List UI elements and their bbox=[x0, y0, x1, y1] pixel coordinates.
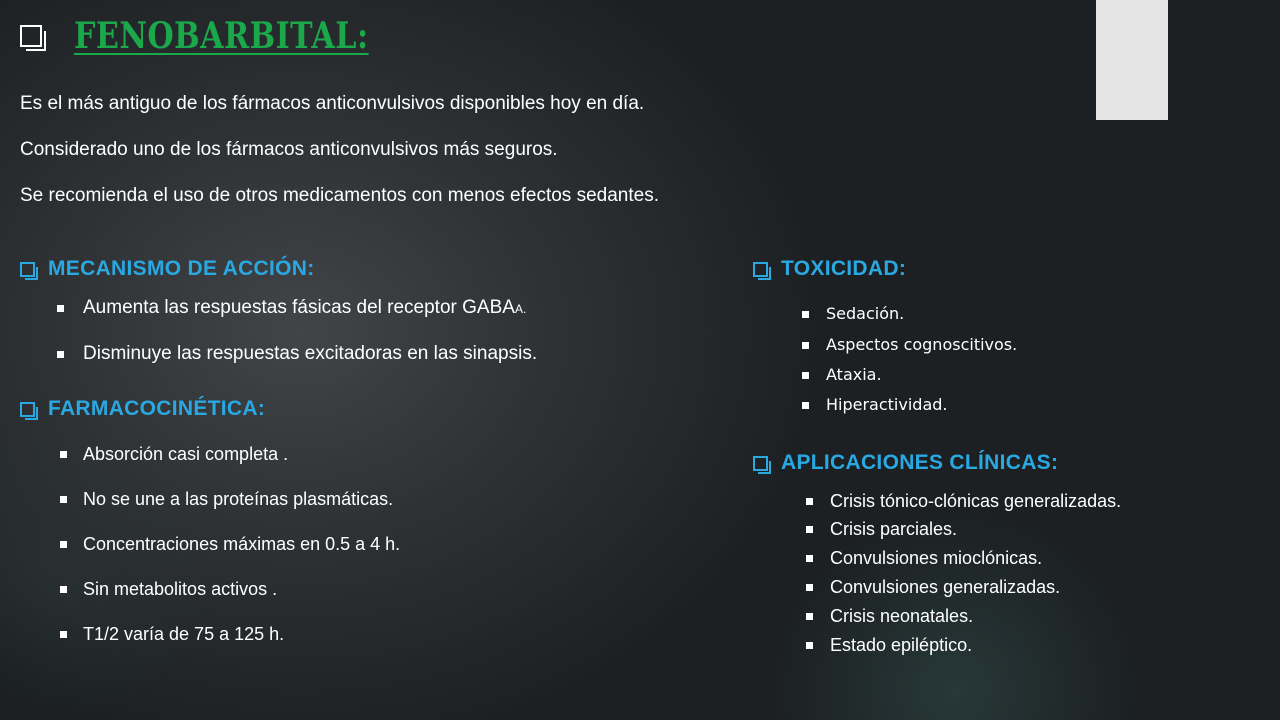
list-item bbox=[57, 297, 526, 320]
slide-tab-decoration bbox=[1096, 0, 1168, 120]
square-bullet-icon bbox=[57, 305, 64, 312]
heading-text: FARMACOCINÉTICA: bbox=[48, 397, 266, 420]
list-item bbox=[806, 605, 973, 627]
list-item-text: T1/2 varía de 75 a 125 h. bbox=[83, 624, 285, 644]
heading-text: APLICACIONES CLÍNICAS: bbox=[781, 451, 1059, 474]
square-bullet-icon bbox=[806, 526, 813, 533]
list-item bbox=[60, 578, 277, 600]
list-item-text: No se une a las proteínas plasmáticas. bbox=[83, 489, 394, 509]
list-item-text: Ataxia. bbox=[826, 365, 882, 384]
square-bullet-icon bbox=[806, 613, 813, 620]
title-text: FENOBARBITAL: bbox=[74, 15, 369, 57]
square-bullet-icon bbox=[802, 311, 809, 318]
list-item bbox=[802, 395, 948, 415]
list-item-text: Crisis neonatales. bbox=[830, 606, 974, 626]
checkbox-bullet-icon bbox=[753, 456, 768, 471]
list-item bbox=[802, 365, 882, 385]
heading-text: MECANISMO DE ACCIÓN: bbox=[48, 257, 315, 280]
square-bullet-icon bbox=[60, 496, 67, 503]
list-item-text: Absorción casi completa . bbox=[83, 444, 289, 464]
list-item-text: Aumenta las respuestas fásicas del receptor GABA bbox=[83, 297, 515, 318]
square-bullet-icon bbox=[802, 402, 809, 409]
slide-title bbox=[20, 8, 425, 64]
list-item-text: Sedación. bbox=[826, 304, 905, 323]
square-bullet-icon bbox=[60, 631, 67, 638]
square-bullet-icon bbox=[57, 351, 64, 358]
square-bullet-icon bbox=[806, 555, 813, 562]
list-item bbox=[802, 304, 904, 324]
checkbox-bullet-icon bbox=[20, 402, 35, 417]
list-item bbox=[57, 343, 537, 365]
list-item-text: Concentraciones máximas en 0.5 a 4 h. bbox=[83, 534, 401, 554]
checkbox-bullet-icon bbox=[20, 25, 42, 47]
section-heading-farmacocinetica bbox=[20, 397, 265, 421]
list-item-text: Hiperactividad. bbox=[826, 395, 948, 414]
square-bullet-icon bbox=[60, 586, 67, 593]
list-item bbox=[60, 623, 284, 645]
heading-text: TOXICIDAD: bbox=[781, 257, 907, 280]
list-item-text: Sin metabolitos activos . bbox=[83, 579, 278, 599]
list-item-text: Convulsiones mioclónicas. bbox=[830, 548, 1043, 568]
square-bullet-icon bbox=[802, 342, 809, 349]
intro-line: Es el más antiguo de los fármacos anticonvulsivos disponibles hoy en día. bbox=[20, 93, 645, 114]
list-item-text: Crisis parciales. bbox=[830, 519, 958, 539]
list-item bbox=[60, 443, 288, 465]
list-item-text: Aspectos cognoscitivos. bbox=[826, 335, 1018, 354]
list-item bbox=[806, 576, 1060, 598]
list-item bbox=[806, 634, 972, 656]
list-item bbox=[806, 490, 1121, 512]
list-item bbox=[60, 488, 393, 510]
checkbox-bullet-icon bbox=[20, 262, 35, 277]
section-heading-aplicaciones bbox=[753, 451, 1058, 475]
square-bullet-icon bbox=[806, 642, 813, 649]
checkbox-bullet-icon bbox=[753, 262, 768, 277]
square-bullet-icon bbox=[806, 584, 813, 591]
list-item bbox=[806, 547, 1042, 569]
list-item-text: Convulsiones generalizadas. bbox=[830, 577, 1061, 597]
square-bullet-icon bbox=[60, 451, 67, 458]
square-bullet-icon bbox=[806, 498, 813, 505]
list-item-text: Crisis tónico-clónicas generalizadas. bbox=[830, 491, 1122, 511]
intro-line: Se recomienda el uso de otros medicamentos con menos efectos sedantes. bbox=[20, 185, 659, 206]
list-item-text: Disminuye las respuestas excitadoras en las sinapsis. bbox=[83, 343, 538, 364]
list-item bbox=[806, 518, 957, 540]
section-heading-toxicidad bbox=[753, 257, 906, 281]
section-heading-mecanismo bbox=[20, 257, 315, 281]
intro-line: Considerado uno de los fármacos anticonvulsivos más seguros. bbox=[20, 139, 558, 160]
square-bullet-icon bbox=[60, 541, 67, 548]
list-item bbox=[802, 335, 1017, 355]
gaba-subscript: A. bbox=[514, 302, 527, 316]
list-item bbox=[60, 533, 400, 555]
list-item-text: Estado epiléptico. bbox=[830, 635, 973, 655]
square-bullet-icon bbox=[802, 372, 809, 379]
